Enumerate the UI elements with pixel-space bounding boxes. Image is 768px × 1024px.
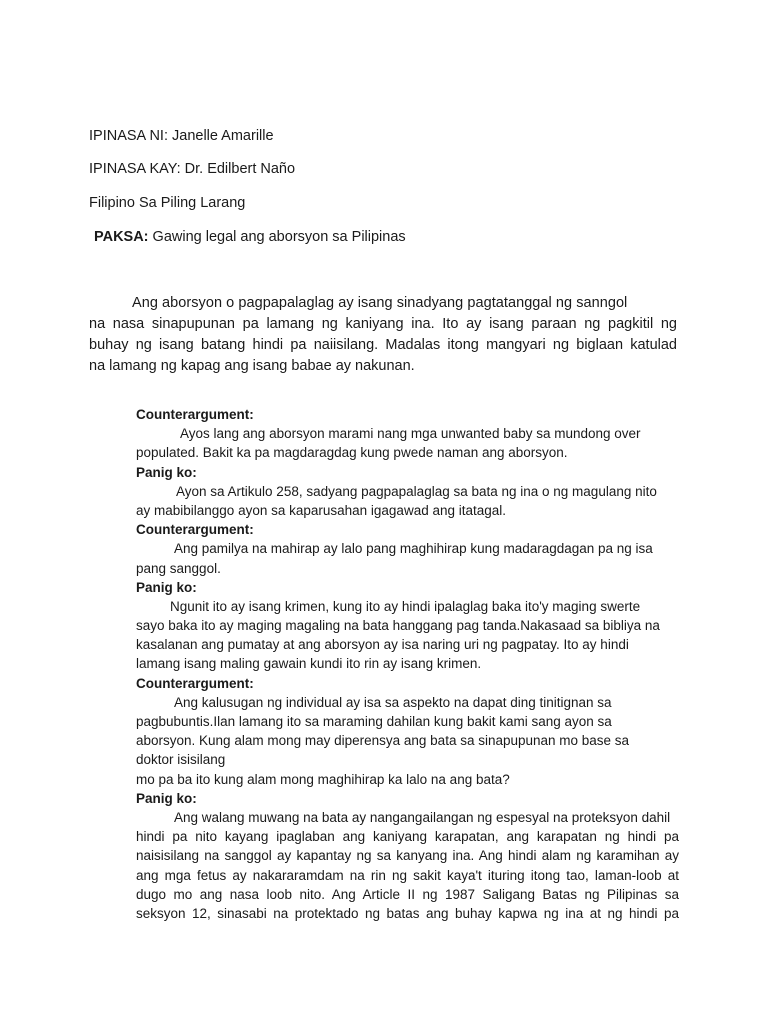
argument-line: naisisilang na sanggol ay kapantay ng sa kanyang ina. Ang hindi alam ng karamihan ay <box>136 848 679 864</box>
argument-line: Ang kalusugan ng individual ay isa sa aspekto na dapat ding tinitignan sa <box>174 694 612 710</box>
intro-line: na nasa sinapupunan pa lamang ng kaniyang ina. Ito ay isang paraan ng pagkitil ng <box>89 316 677 332</box>
intro-line: Ang aborsyon o pagpapalaglag ay isang sinadyang pagtatanggal ng sanngol <box>132 295 628 311</box>
panig-ko-label: Panig ko: <box>136 464 197 480</box>
argument-line: Ayon sa Artikulo 258, sadyang pagpapalaglag sa bata ng ina o ng magulang nito <box>176 483 657 499</box>
argument-line: aborsyon. Kung alam mong may diperensya ang bata sa sinapupunan mo base sa <box>136 733 630 749</box>
argument-line: sayo baka ito ay maging magaling na bata hanggang pag tanda.Nakasaad sa bibliya na <box>136 618 660 634</box>
panig-ko-label: Panig ko: <box>136 579 197 595</box>
argument-line: Ayos lang ang aborsyon marami nang mga unwanted baby sa mundong over <box>180 426 641 442</box>
arguments-section <box>136 405 679 923</box>
argument-line: pagbubuntis.Ilan lamang ito sa maraming dahilan kung bakit kami sang ayon sa <box>136 714 612 729</box>
counterargument-label: Counterargument: <box>136 675 254 691</box>
argument-line: Ngunit ito ay isang krimen, kung ito ay hindi ipalaglag baka ito'y maging swerte <box>170 598 641 614</box>
intro-line: buhay ng isang batang hindi pa naiisilang. Madalas itong mangyari ng biglaan katulad <box>89 337 677 353</box>
counterargument-label: Counterargument: <box>136 407 254 422</box>
submitted-to-line: IPINASA KAY: Dr. Edilbert Naño <box>89 161 296 177</box>
argument-line: populated. Bakit ka pa magdaragdag kung pwede naman ang aborsyon. <box>136 445 568 461</box>
argument-line: kasalanan ang pumatay at ang aborsyon ay isa naring uri ng pagpatay. Ito ay hindi <box>136 637 629 653</box>
course-line: Filipino Sa Piling Larang <box>89 195 246 211</box>
argument-line: doktor isisilang <box>136 752 226 768</box>
intro-line: na lamang ng kapag ang isang babae ay nakunan. <box>89 358 415 374</box>
argument-line: Ang pamilya na mahirap ay lalo pang maghihirap kung madaragdagan pa ng isa <box>174 541 653 557</box>
argument-line: mo pa ba ito kung alam mong maghihirap ka lalo na ang bata? <box>136 771 510 787</box>
panig-ko-label: Panig ko: <box>136 790 197 806</box>
argument-line: lamang isang maling gawain kundi ito rin ay isang krimen. <box>136 656 482 672</box>
argument-line: seksyon 12, sinasabi na protektado ng batas ang buhay kapwa ng ina at ng hindi pa <box>136 905 679 921</box>
topic-line <box>94 228 406 246</box>
argument-line: dugo mo ang nasa loob nito. Ang Article II ng 1987 Saligang Batas ng Pilipinas sa <box>136 886 679 902</box>
topic-text: Gawing legal ang aborsyon sa Pilipinas <box>148 229 406 245</box>
argument-line: ay mabibilanggo ayon sa kaparusahan igagawad ang itatagal. <box>136 502 507 518</box>
argument-line: ang mga fetus ay nakararamdam na rin ng sakit kaya't ituring itong tao, laman-loob at <box>136 867 679 883</box>
intro-paragraph <box>89 293 677 377</box>
argument-line: pang sanggol. <box>136 560 221 576</box>
counterargument-label: Counterargument: <box>136 522 254 538</box>
argument-line: hindi pa nito kayang ipaglaban ang kaniyang karapatan, ang karapatan ng hindi pa <box>136 829 679 845</box>
topic-label: PAKSA: <box>94 229 149 245</box>
submitted-by-line: IPINASA NI: Janelle Amarille <box>89 128 274 144</box>
argument-line: Ang walang muwang na bata ay nangangailangan ng espesyal na proteksyon dahil <box>174 809 671 825</box>
